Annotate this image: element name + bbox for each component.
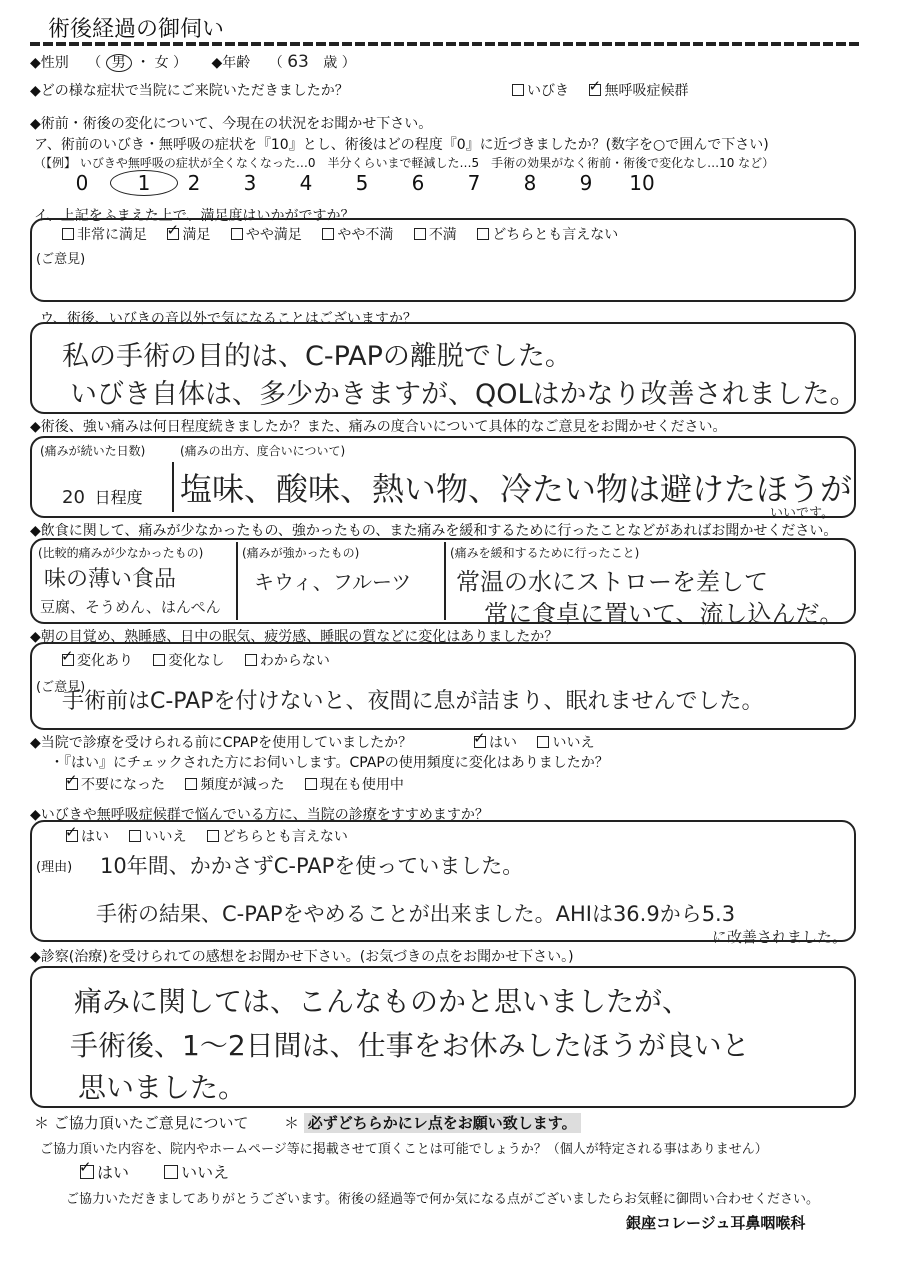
sleep-opinion-label: (ご意見) [36,680,86,695]
impression-question: ◆診察(治療)を受けられての感想をお聞かせ下さい。(お気づきの点をお聞かせ下さい。) [30,949,574,965]
option-still-using[interactable]: 現在も使用中 [305,774,404,794]
pain-detail-label: (痛みの出方、度合いについて) [180,444,346,458]
food-question: ◆飲食に関して、痛みが少なかったもの、強かったもの、また痛みを緩和するために行ったことなどがあればお聞かせください。 [30,523,838,539]
scale-2[interactable]: 2 [187,171,201,195]
option-somewhat-satisfied[interactable]: やや満足 [231,224,302,244]
checkbox[interactable] [305,778,317,790]
scale-9[interactable]: 9 [579,171,593,195]
option-snoring[interactable]: いびき [512,80,569,100]
checkbox[interactable] [512,84,524,96]
recommend-answer-line2[interactable]: 手術の結果、C-PAPをやめることが出来ました。AHIは36.9から5.3 [96,902,736,926]
pain-days-value[interactable]: 20 [62,487,85,508]
change-question-a: ア、術前のいびき・無呼吸の症状を『10』とし、術後はどの程度『0』に近づきましたか？(数字を○で囲んで下さい) [34,137,769,153]
option-recommend-yes[interactable]: ✓はい [66,826,109,846]
checkbox-checked[interactable] [474,736,486,748]
option-cpap-yes[interactable]: ✓ はい [474,732,517,752]
option-satisfied[interactable]: ✓ 満足 [167,224,210,244]
food-col3-line2[interactable]: 常に食卓に置いて、流し込んだ。 [484,600,844,628]
footer-note1: ＊ ご協力頂いたご意見について [34,1114,249,1132]
symptoms-options [512,80,704,100]
sleep-question: ◆朝の目覚め、熟睡感、日中の眠気、疲労感、睡眠の質などに変化はありましたか？ [30,629,559,645]
checkbox[interactable] [164,1165,178,1179]
impression-answer-line2[interactable]: 手術後、1〜2日間は、仕事をお休みしたほうが良いと [70,1029,750,1062]
profile-row: ◆性別 （ 男 ・ 女 ） ◆年齢 （ 63 歳 ） [30,52,356,72]
option-cpap-no[interactable]: いいえ [537,732,594,752]
footer-note2-prefix: ＊ [284,1114,300,1132]
footer-permission: ご協力頂いた内容を、院内やホームページ等に掲載させて頂くことは可能でしょうか？（個人が特定される事はありません） [40,1142,768,1157]
checkbox-checked[interactable] [589,84,601,96]
recommend-answer-line3[interactable]: に改善されました。 [712,928,848,946]
checkbox-checked[interactable] [62,654,74,666]
change-heading: ◆術前・術後の変化について、今現在の状況をお聞かせ下さい。 [30,116,433,132]
food-col2-label: (痛みが強かったもの) [242,546,360,560]
sleep-answer[interactable]: 手術前はC-PAPを付けないと、夜間に息が詰まり、眠れませんでした。 [62,689,764,714]
gender-sep: ・ [136,55,151,71]
age-unit: 歳 [323,55,338,71]
cpap-sub-options [66,774,420,794]
satisfaction-opinion-label: (ご意見) [36,252,86,267]
pain-question: ◆術後、強い痛みは何日程度続きましたか？また、痛みの度合いについて具体的なご意見をお聞かせください。 [30,419,727,435]
food-col2-line1[interactable]: キウィ、フルーツ [254,570,412,594]
checkbox-checked[interactable] [80,1165,94,1179]
checkbox-checked[interactable] [66,778,78,790]
option-dissatisfied[interactable]: 不満 [414,224,457,244]
cpap-question: ◆当院で診療を受けられる前にCPAPを使用していましたか？ [30,735,413,751]
recommend-options [66,826,364,846]
option-less-frequent[interactable]: 頻度が減った [185,774,284,794]
food-col1-line1[interactable]: 味の薄い食品 [44,567,177,592]
food-divider-2 [444,542,446,620]
checkbox[interactable] [322,228,334,240]
checkbox[interactable] [129,830,141,842]
scale-0[interactable]: 0 [75,171,89,195]
option-somewhat-dissatisfied[interactable]: やや不満 [322,224,393,244]
footer-options [80,1160,245,1183]
other-answer-line2[interactable]: いびき自体は、多少かきますが、QOLはかなり改善されました。 [70,379,857,410]
recommend-question: ◆いびきや無呼吸症候群で悩んでいる方に、当院の診療をすすめますか？ [30,807,489,823]
option-apnea[interactable]: ✓ 無呼吸症候群 [589,80,688,100]
footer-thanks: ご協力いただきましてありがとうございます。術後の経過等で何か気になる点がございましたらお気軽に御問い合わせください。 [66,1192,819,1207]
option-publish-yes[interactable]: ✓はい [80,1160,129,1183]
scale-4[interactable]: 4 [299,171,313,195]
food-divider-1 [236,542,238,620]
change-example: （【例】 いびきや無呼吸の症状が全くなくなった…0 半分くらいまで軽減した…5 手術の効果がなく術前・術後で変化なし…10 など） [34,156,775,170]
checkbox[interactable] [231,228,243,240]
impression-answer-line3[interactable]: 思いました。 [78,1071,247,1104]
checkbox-checked[interactable] [167,228,179,240]
food-col1-label: (比較的痛みが少なかったもの) [38,546,204,560]
gender-label: ◆性別 [30,55,69,71]
footer-note2-row [284,1112,581,1133]
scale-3[interactable]: 3 [243,171,257,195]
option-very-satisfied[interactable]: 非常に満足 [62,224,147,244]
sleep-options [62,650,346,670]
checkbox[interactable] [477,228,489,240]
change-scale [54,170,670,196]
recommend-reason-label: (理由) [36,860,73,875]
other-question: ウ、術後、いびきの音以外で気になることはございますか？ [40,311,417,327]
gender-female[interactable]: 女 [154,55,169,71]
symptoms-question: ◆どの様な症状で当院にご来院いただきましたか？ [30,83,349,99]
checkbox[interactable] [537,736,549,748]
impression-answer-line1[interactable]: 痛みに関しては、こんなものかと思いましたが、 [74,985,691,1018]
checkbox[interactable] [245,654,257,666]
gender-male[interactable]: 男 [106,54,132,72]
pain-detail-answer2[interactable]: いいです。 [770,506,834,521]
food-col3-line1[interactable]: 常温の水にストローを差して [456,568,768,596]
checkbox[interactable] [153,654,165,666]
food-col1-line2[interactable]: 豆腐、そうめん、はんぺん [40,598,221,616]
age-value[interactable]: 63 [287,52,309,72]
pain-days-label: (痛みが続いた日数) [40,444,146,458]
scale-8[interactable]: 8 [523,171,537,195]
option-changed[interactable]: ✓変化あり [62,650,133,670]
option-no-longer-needed[interactable]: ✓不要になった [66,774,165,794]
pain-days-unit: 日程度 [94,488,143,507]
checkbox[interactable] [62,228,74,240]
satisfaction-options [62,224,634,244]
other-answer-line1[interactable]: 私の手術の目的は、C-PAPの離脱でした。 [62,341,572,372]
scale-6[interactable]: 6 [411,171,425,195]
pain-days [62,485,143,508]
footer-note2: 必ずどちらかにレ点をお願い致します。 [304,1113,581,1133]
pain-detail-answer[interactable]: 塩味、酸味、熱い物、冷たい物は避けたほうが [180,470,853,508]
pain-divider [172,462,174,512]
option-no-change[interactable]: 変化なし [153,650,224,670]
satisfaction-question: イ、上記をふまえた上で、満足度はいかがですか？ [34,208,355,224]
title-underline [30,38,860,50]
scale-5[interactable]: 5 [355,171,369,195]
food-col3-label: (痛みを緩和するために行ったこと) [450,546,640,560]
checkbox[interactable] [414,228,426,240]
age-label: ◆年齢 [211,55,251,71]
recommend-answer-line1[interactable]: 10年間、かかさずC-PAPを使っていました。 [100,854,524,878]
page-title: 術後経過の御伺い [48,17,225,42]
cpap-sub-question: ・『はい』にチェックされた方にお伺いします。CPAPの使用頻度に変化はありましたか？ [50,755,609,771]
cpap-options [474,732,610,752]
checkbox[interactable] [207,830,219,842]
option-publish-no[interactable]: いいえ [164,1160,229,1183]
checkbox-checked[interactable] [66,830,78,842]
option-neither[interactable]: どちらとも言えない [477,224,618,244]
scale-10[interactable]: 10 [629,171,655,195]
scale-7[interactable]: 7 [467,171,481,195]
clinic-name: 銀座コレージュ耳鼻咽喉科 [626,1214,806,1232]
checkbox[interactable] [185,778,197,790]
option-recommend-neither[interactable]: どちらとも言えない [207,826,348,846]
option-unknown[interactable]: わからない [245,650,330,670]
scale-1-selected[interactable]: 1 [110,170,166,196]
option-recommend-no[interactable]: いいえ [129,826,186,846]
